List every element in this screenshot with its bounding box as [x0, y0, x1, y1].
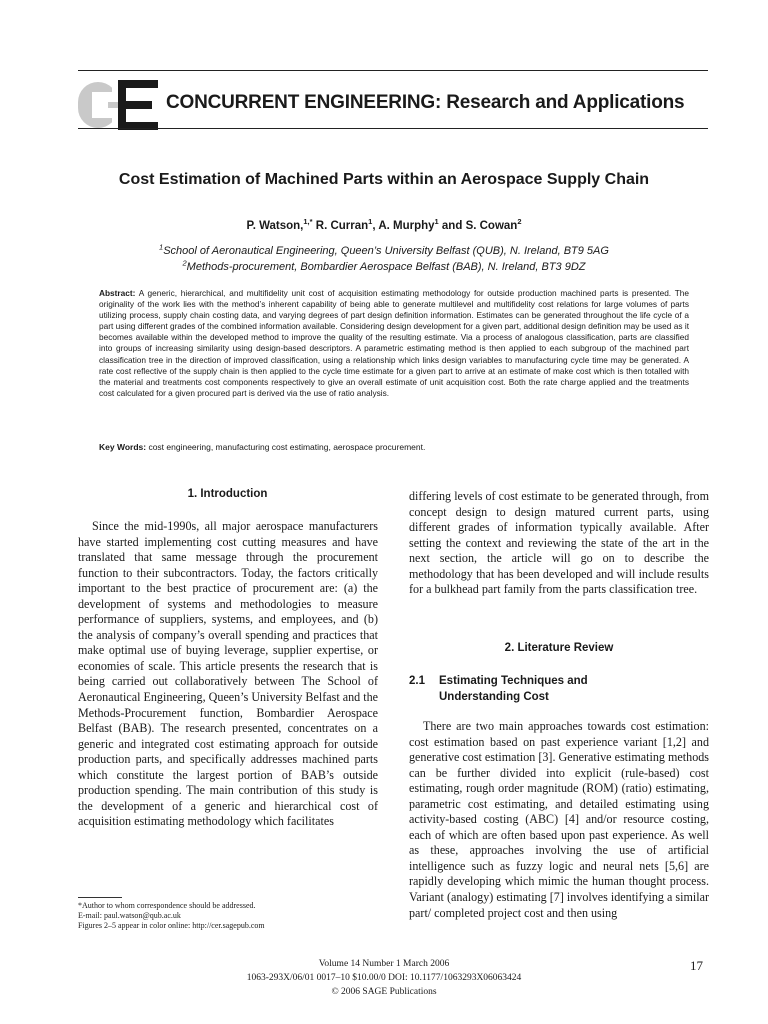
header-top-rule [78, 70, 708, 71]
keywords-label: Key Words: [99, 442, 147, 452]
introduction-continued-paragraph: differing levels of cost estimate to be generated through, from concept design to design matured current parts, using different grades of information typically available. After setting the context and reviewing the state of the art in the next section, the article will go on to describe the methodology that has been developed and will include results for a bulkhead part family from the parts classification tree. [409, 489, 709, 597]
author-separator: , [372, 220, 379, 232]
author-conjunction: and [438, 220, 466, 232]
affiliation [0, 242, 768, 257]
abstract-text: A generic, hierarchical, and multifidelity unit cost of acquisition estimating methodology for outside production machined parts is presented. The originality of the work lies with the method’s inherent capability of being able to generate multilevel and multifidelity cost relations for large volumes of parts utilizing process, supply chain costing data, and varying degrees of part design definition information. Estimates can be generated throughout the life cycle of a part using different grades of the combined information available. Considering design development for a given part, additional design definition may be used as it becomes available within the developed method to improve the quality of the resulting estimate. Via a process of analogous classification, parts are classified into groups of increasing similarity using design-based descriptors. A parametric estimating method is then applied to each subgroup of the machined part classification tree in the direction of improved classification, using a relationship which links design variables to manufacturing cycle time may be generated. A rate cost reflective of the supply chain is then applied to the cycle time estimate for a given part to arrive at an estimate of make cost which is then totalled with the material and treatments cost components respectively to give an overall estimate of unit acquisition cost. Both the rate charge applied and the treatments cost calculated for a given procured part is derived via the use of ratio analysis. [99, 288, 689, 398]
subsection-title-line2: Understanding Cost [439, 691, 549, 703]
author-list [0, 217, 768, 232]
abstract-label: Abstract: [99, 288, 136, 298]
author-name: A. Murphy [378, 220, 435, 232]
footer-volume: Volume 14 Number 1 March 2006 [318, 959, 450, 969]
author-affil-mark: 1 [434, 217, 439, 227]
footer-doi: 1063-293X/06/01 0017–10 $10.00/0 DOI: 10.1177/1063293X06063424 [246, 973, 522, 983]
subsection-number: 2.1 [409, 675, 425, 687]
left-column [78, 519, 378, 830]
subsection-heading [409, 673, 709, 705]
page-number: 17 [690, 958, 703, 973]
footnote-correspondence: *Author to whom correspondence should be addressed. [78, 901, 256, 910]
introduction-paragraph: Since the mid-1990s, all major aerospace manufacturers have started implementing cost cutting measures and have translated that same message through the procurement function to their subcontractors. Today, the factors critically important to the best practice of procurement are: (a) the development of systems and methodologies to measure performance of suppliers, systems, and employees, and (b) the analysis of company’s overall spending and practices that make optimal use of buying leverage, supplier expertise, or economies of scale. This article presents the research that is being carried out collaboratively between The School of Aeronautical Engineering, Queen’s University Belfast and the Methods-Procurement function, Bombardier Aerospace Belfast (BAB). The research presented, concentrates on a generic and integrated cost estimating approach for outside production parts, and specifically addresses machined parts which constitute the largest portion of BAB’s outside production spending. The main contribution of this study is the development of a generic and hierarchical cost of acquisition estimating methodology which facilitates [78, 519, 378, 829]
keywords [99, 442, 689, 452]
author-name: R. Curran [315, 220, 369, 232]
footnote-email: E-mail: paul.watson@qub.ac.uk [78, 911, 181, 921]
author-affil-mark: 1,* [303, 217, 313, 227]
right-column-lower [409, 719, 709, 921]
affiliation-mark: 1 [159, 242, 164, 252]
footnotes [78, 901, 378, 932]
literature-review-paragraph: There are two main approaches towards cost estimation: cost estimation based on past experience variant [1,2] and generative cost estimation [3]. Generative estimating methods can be further divided into explicit (rule-based) cost estimating, rough order magnitude (ROM) (ratio) estimating, parametric cost estimating, and detailed estimating using activity-based costing (ABC) [4] and/or resource costing, each of which are often based upon past experience. As well as these, approaches involving the use of artificial intelligence such as fuzzy logic and neural nets [5,6] are rapidly developing which mimic the human thought process. Variant (analogy) estimating [7] involves identifying a similar part/ completed project cost and then using [409, 719, 709, 920]
keywords-text: cost engineering, manufacturing cost estimating, aerospace procurement. [148, 442, 426, 452]
author-name: S. Cowan [465, 220, 518, 232]
author-affil-mark: 1 [368, 217, 373, 227]
footnote-rule [78, 897, 122, 898]
paper-title: Cost Estimation of Machined Parts within an Aerospace Supply Chain [118, 171, 650, 188]
affiliation-text: Methods-procurement, Bombardier Aerospace Belfast (BAB), N. Ireland, BT3 9DZ [186, 261, 586, 273]
section-heading-literature-review: 2. Literature Review [504, 642, 614, 654]
affiliation-text: School of Aeronautical Engineering, Queen’s University Belfast (QUB), N. Ireland, BT9 5AG [163, 245, 609, 257]
author-affil-mark: 2 [517, 217, 522, 227]
author-name: P. Watson, [246, 220, 304, 232]
right-column [409, 489, 709, 598]
header-bottom-rule [78, 128, 708, 129]
footnote-figures: Figures 2–5 appear in color online: http://cer.sagepub.com [78, 921, 265, 931]
abstract [99, 288, 689, 399]
affiliation [0, 258, 768, 273]
affiliation-mark: 2 [182, 258, 187, 268]
subsection-title-line1: Estimating Techniques and [439, 675, 588, 687]
footer-copyright: © 2006 SAGE Publications [331, 987, 437, 997]
journal-title: CONCURRENT ENGINEERING: Research and Applications [166, 92, 685, 113]
section-heading-introduction: 1. Introduction [187, 488, 268, 500]
journal-logo [78, 80, 160, 130]
